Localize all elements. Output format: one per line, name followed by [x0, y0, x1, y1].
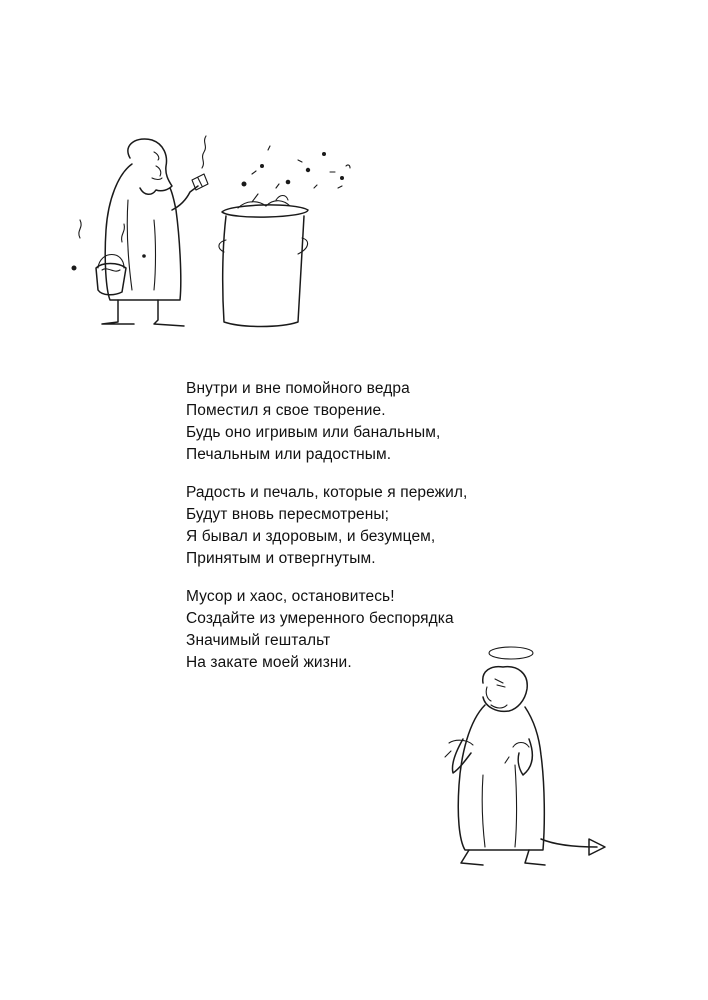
fly-dot	[286, 180, 291, 185]
fly-dot	[242, 182, 247, 187]
poem-stanza-1	[186, 378, 606, 466]
figure-face	[486, 679, 507, 708]
fly-squiggle-left	[79, 220, 125, 242]
man-legs	[102, 300, 184, 326]
poem-line: Я бывал и здоровым, и безумцем,	[186, 528, 436, 545]
fly-dot	[142, 254, 146, 258]
poem-line: На закате моей жизни.	[186, 654, 352, 671]
man-face	[152, 152, 162, 180]
figure-feet	[461, 850, 545, 865]
man-head	[128, 139, 172, 194]
right-arm	[518, 739, 532, 775]
trash-can-body	[223, 216, 304, 327]
poem-line: Создайте из умеренного беспорядка	[186, 610, 454, 627]
poem-line: Будь оно игривым или банальным,	[186, 424, 441, 441]
poem-line: Принятым и отвергнутым.	[186, 550, 376, 567]
fly-dot	[340, 176, 344, 180]
poem-line: Мусор и хаос, остановитесь!	[186, 588, 395, 605]
man-with-trash-can-drawing	[62, 130, 362, 340]
left-hand	[445, 740, 473, 757]
figure-head	[483, 667, 527, 712]
poem-line: Будут вновь пересмотрены;	[186, 506, 390, 523]
sketch-svg	[62, 130, 362, 340]
halo	[489, 647, 533, 659]
sketch-svg	[425, 635, 625, 880]
robe-fold	[482, 765, 516, 847]
poem-line: Значимый гештальт	[186, 632, 331, 649]
bucket-content	[102, 269, 120, 271]
paper-in-hand	[192, 174, 208, 190]
fly-dot	[322, 152, 326, 156]
figure-robe	[458, 705, 544, 850]
bucket	[96, 264, 126, 295]
fly-trails	[252, 146, 350, 188]
fly-dot	[260, 164, 264, 168]
poem-line: Печальным или радостным.	[186, 446, 392, 463]
poem-stanza-2	[186, 482, 606, 570]
right-hand	[505, 743, 529, 764]
trash-can-handle-left	[219, 240, 226, 252]
man-coat-fold	[127, 200, 155, 290]
poem-line: Внутри и вне помойного ведра	[186, 380, 410, 397]
poem-line: Радость и печаль, которые я пережил,	[186, 484, 468, 501]
left-arm	[452, 739, 471, 773]
poem-line: Поместил я свое творение.	[186, 402, 386, 419]
fly-dot	[72, 266, 77, 271]
trash-can-rim	[222, 205, 308, 217]
bucket-handle	[98, 255, 124, 269]
angel-devil-figure-drawing	[425, 635, 625, 880]
smoke-squiggle	[202, 136, 206, 168]
man-coat	[105, 164, 181, 300]
fly-dot	[306, 168, 310, 172]
